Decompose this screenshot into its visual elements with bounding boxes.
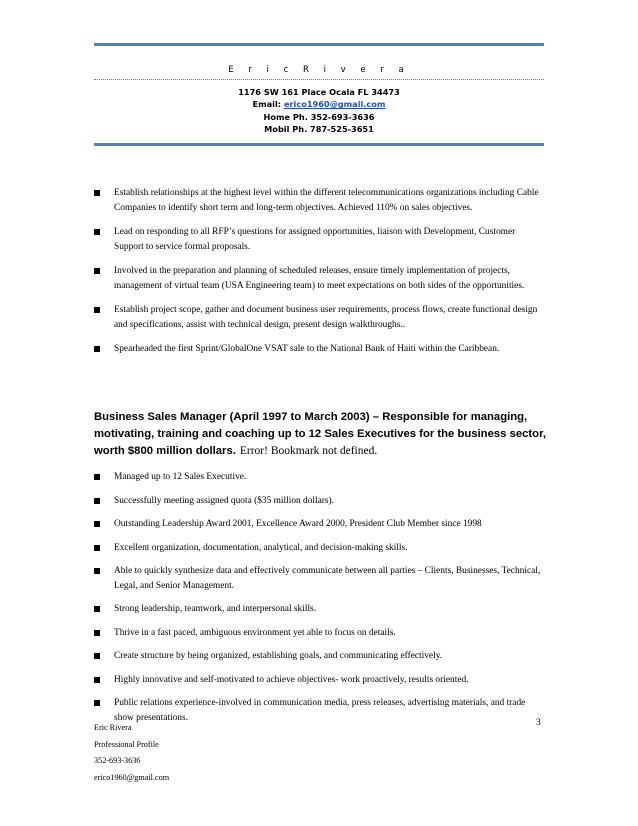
list-item-text: Thrive in a fast paced, ambiguous environment yet able to focus on details. <box>114 627 396 638</box>
bullet-square-icon <box>94 545 100 551</box>
bullet-square-icon <box>94 630 100 636</box>
skills-list <box>94 470 546 734</box>
header-name: E r i c R i v e r a <box>228 65 410 75</box>
header-bottom-rule <box>94 143 544 146</box>
list-item <box>94 626 546 641</box>
list-item-text: Able to quickly synthesize data and effectively communicate between all parties – Clients, Businesses, Technical, Legal, and Senior Management. <box>114 566 541 591</box>
bullet-square-icon <box>94 498 100 504</box>
list-item <box>94 264 546 293</box>
header-email-link[interactable]: erico1960@gmail.com <box>283 99 386 110</box>
list-item <box>94 494 546 509</box>
list-item-text: Create structure by being organized, establishing goals, and communicating effectively. <box>114 651 443 661</box>
bullet-square-icon <box>94 268 100 274</box>
list-item <box>94 602 546 617</box>
list-item <box>94 517 546 532</box>
header-email-label: Email: <box>252 99 282 110</box>
bullet-square-icon <box>94 474 100 480</box>
page-footer <box>94 720 169 786</box>
header-top-rule <box>94 43 544 46</box>
page-number: 3 <box>536 718 541 728</box>
bullet-square-icon <box>94 653 100 659</box>
list-item-text: Spearheaded the first Sprint/GlobalOne VSAT sale to the National Bank of Haiti within the Caribbean. <box>114 344 500 354</box>
list-item <box>94 649 546 664</box>
bullet-square-icon <box>94 521 100 527</box>
list-item-text: Public relations experience-involved in communication media, press releases, advertising materials, and trade show presentations. <box>114 698 526 723</box>
bullet-square-icon <box>94 677 100 683</box>
list-item-text: Successfully meeting assigned quota ($35 million dollars). <box>114 495 335 506</box>
header-home-phone: Home Ph. 352-693-3636 <box>263 111 375 122</box>
header-address: 1176 SW 161 Place Ocala FL 34473 <box>238 87 400 97</box>
bullet-square-icon <box>94 606 100 612</box>
list-item <box>94 342 546 357</box>
bullet-square-icon <box>94 190 100 196</box>
bullet-square-icon <box>94 568 100 574</box>
list-item-text: Managed up to 12 Sales Executive. <box>114 472 247 482</box>
list-item <box>94 225 546 254</box>
bookmark-error-text: Error! Bookmark not defined. <box>239 445 378 457</box>
list-item <box>94 541 546 556</box>
section-heading <box>94 409 546 460</box>
bullet-square-icon <box>94 700 100 706</box>
list-item-text: Involved in the preparation and planning of scheduled releases, ensure timely implementation of projects, management of virtual team (USA Engineering team) to meet expectations on both sides of the opportunities. <box>114 266 525 291</box>
list-item-text: Establish relationships at the highest level within the different telecommunications organizations including Cable Companies to identify short term and long-term objectives. Achieved 110% on sales objectives. <box>114 188 539 213</box>
list-item-text: Excellent organization, documentation, analytical, and decision-making skills. <box>114 542 408 553</box>
list-item-text: Strong leadership, teamwork, and interpersonal skills. <box>114 604 317 614</box>
list-item <box>94 673 546 688</box>
footer-name: Eric Rivera <box>94 723 132 732</box>
list-item-text: Outstanding Leadership Award 2001, Excellence Award 2000, President Club Member since 1998 <box>114 519 482 529</box>
responsibilities-list <box>94 186 546 367</box>
header-email-line <box>94 98 544 110</box>
list-item <box>94 186 546 215</box>
bullet-square-icon <box>94 307 100 313</box>
header-mobile-phone: Mobil Ph. 787-525-3651 <box>264 123 374 134</box>
list-item-text: Lead on responding to all RFP’s questions for assigned opportunities, liaison with Development, Customer Support to service formal proposals. <box>114 227 516 252</box>
list-item-text: Highly innovative and self-motivated to achieve objectives- work proactively, results oriented. <box>114 674 469 685</box>
bullet-square-icon <box>94 346 100 352</box>
list-item <box>94 564 546 593</box>
bullet-square-icon <box>94 229 100 235</box>
footer-doc-title: Professional Profile <box>94 739 159 749</box>
header-contact-block <box>94 86 544 135</box>
list-item <box>94 470 546 485</box>
section-heading-text: Business Sales Manager (April 1997 to March 2003) – Responsible for managing, motivating, training and coaching up to 12 Sales Executives for the business sector, worth $800 million dollars. <box>94 411 546 457</box>
list-item-text: Establish project scope, gather and document business user requirements, process flows, create functional design and specifications, assist with technical design, present design walkthroughs.. <box>114 305 538 330</box>
footer-email: erico1960@gmail.com <box>94 772 170 782</box>
header-dotted-divider <box>94 79 544 80</box>
list-item <box>94 303 546 332</box>
footer-phone: 352-693-3636 <box>94 756 141 766</box>
